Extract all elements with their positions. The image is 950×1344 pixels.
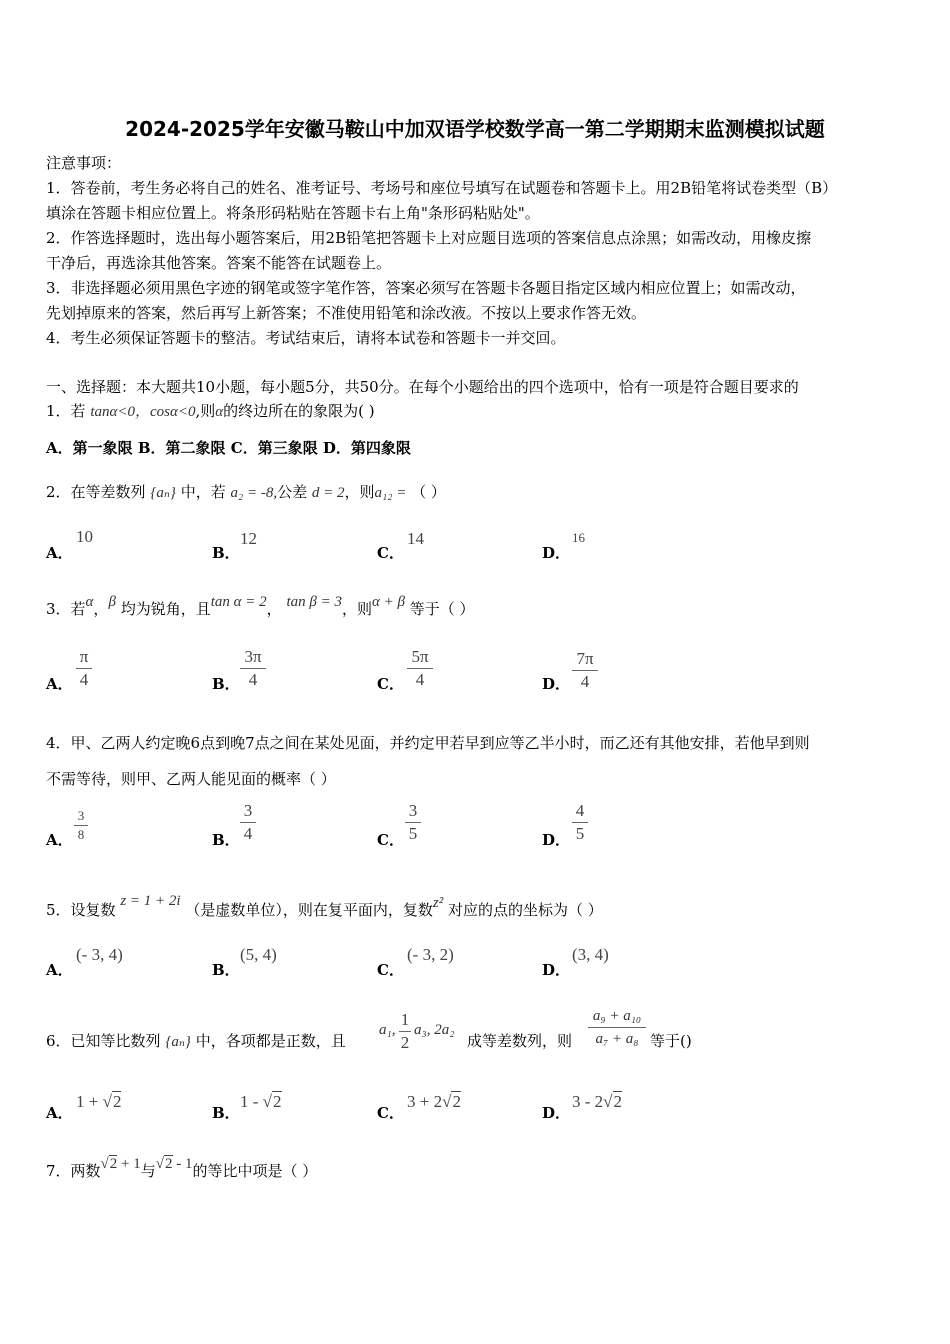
q2-value-c: 14	[407, 529, 424, 548]
q6-option-a[interactable]: A．	[46, 1104, 73, 1122]
q3-mid: 均为锐角，且	[120, 600, 211, 618]
q5-value-b: (5, 4)	[240, 945, 277, 964]
q3-option-c[interactable]: C．	[377, 675, 404, 693]
q4-value-d: 4 5	[572, 801, 588, 844]
q3-comma: ，	[93, 600, 109, 618]
q6-option-c[interactable]: C．	[377, 1104, 404, 1122]
q6-value-c: 3 + 2√2	[407, 1092, 461, 1111]
q1-options[interactable]: A．第一象限 B．第二象限 C．第三象限 D．第四象限	[46, 439, 411, 457]
question-6	[46, 1030, 346, 1051]
q3-value-c: 5π 4	[407, 647, 433, 690]
q1-num: 1．若	[46, 402, 86, 420]
q5-value-a: (- 3, 4)	[76, 945, 123, 964]
q4-value-b: 3 4	[240, 801, 256, 844]
q2-mid2: 公差	[277, 483, 308, 501]
q3-c1: tan α = 2	[210, 594, 267, 610]
q6-option-b[interactable]: B．	[212, 1104, 240, 1122]
question-4-line1: 4．甲、乙两人约定晚6点到晚7点之间在某处见面，并约定甲若早到应等乙半小时，而乙还有其他安排，若他早到则	[46, 734, 810, 752]
q1-expr: tanα<0，cosα<0	[90, 404, 196, 420]
notice-line: 干净后，再选涂其他答案。答案不能答在试题卷上。	[46, 254, 392, 272]
q6-a1: a₁,	[379, 1022, 396, 1038]
notice-heading: 注意事项：	[46, 154, 122, 172]
q3-alpha: α	[85, 594, 94, 610]
q5-option-d[interactable]: D．	[542, 961, 571, 979]
q2-value-d: 16	[572, 530, 585, 545]
q3-option-a[interactable]: A．	[46, 675, 73, 693]
q6-value-a: 1 + √2	[76, 1092, 122, 1111]
q3-tail: 等于（ ）	[409, 600, 475, 618]
question-4-line2: 不需等待，则甲、乙两人能见面的概率（ ）	[46, 770, 336, 788]
q6-seq: {aₙ}	[165, 1034, 191, 1050]
q2-option-b[interactable]: B．	[212, 544, 240, 562]
q6-num: 6．已知等比数列	[46, 1032, 161, 1050]
q5-tail: 对应的点的坐标为（ ）	[448, 901, 603, 919]
q5-option-c[interactable]: C．	[377, 961, 404, 979]
question-2	[46, 481, 446, 502]
q3-option-d[interactable]: D．	[542, 675, 571, 693]
q3-beta: β	[108, 594, 116, 610]
question-5	[46, 893, 603, 920]
q5-option-a[interactable]: A．	[46, 961, 73, 979]
notice-line: 3．非选择题必须用黑色字迹的钢笔或签字笔作答，答案必须写在答题卡各题目指定区域内相应位置上；如需改动，	[46, 279, 806, 297]
q4-option-c[interactable]: C．	[377, 831, 404, 849]
q3-value-d: 7π 4	[572, 649, 598, 692]
q2-mid3: ，则	[344, 483, 375, 501]
page-title: 2024-2025学年安徽马鞍山中加双语学校数学高一第二学期期末监测模拟试题	[125, 117, 825, 141]
q4-value-c: 3 5	[405, 801, 421, 844]
q5-option-b[interactable]: B．	[212, 961, 240, 979]
notice-line: 1．答卷前，考生务必将自己的姓名、准考证号、考场号和座位号填写在试题卷和答题卡上。用2B铅笔将试卷类型（B）	[46, 179, 838, 197]
q5-value-c: (- 3, 2)	[407, 945, 454, 964]
notice-line: 先划掉原来的答案，然后再写上新答案；不准使用铅笔和涂改液。不按以上要求作答无效。	[46, 304, 647, 322]
q3-num: 3．若	[46, 600, 86, 618]
q7-num: 7．两数	[46, 1162, 101, 1180]
q5-value-d: (3, 4)	[572, 945, 609, 964]
question-7	[46, 1156, 318, 1181]
q4-option-a[interactable]: A．	[46, 831, 73, 849]
q4-option-d[interactable]: D．	[542, 831, 571, 849]
q2-value-b: 12	[240, 529, 257, 548]
q1-tail: 的终边所在的象限为( )	[223, 402, 375, 420]
q1-alpha: α	[215, 404, 224, 420]
q2-option-d[interactable]: D．	[542, 544, 571, 562]
q3-option-b[interactable]: B．	[212, 675, 240, 693]
q5-z2: z²	[432, 895, 444, 911]
q6-half: 1 2	[400, 1010, 410, 1052]
question-3: 3．若α，β 均为锐角，且tan α = 2， tan β = 3，则α + β 等于（ ）	[46, 594, 475, 618]
q3-mid2: ，则	[341, 600, 372, 618]
notice-line: 2．作答选择题时，选出每小题答案后，用2B铅笔把答题卡上对应题目选项的答案信息点涂黑；如需改动，用橡皮擦	[46, 229, 812, 247]
q6-option-d[interactable]: D．	[542, 1104, 571, 1122]
q5-z: z = 1 + 2i	[120, 893, 181, 909]
q2-option-a[interactable]: A．	[46, 544, 73, 562]
question-1	[46, 400, 375, 421]
q3-value-a: π 4	[76, 647, 92, 690]
q6-value-d: 3 - 2√2	[572, 1092, 623, 1111]
q7-expr2: √2 - 1	[155, 1156, 193, 1172]
q1-rest: ,则	[195, 402, 216, 420]
q3-sum: α + β	[371, 594, 405, 610]
q7-expr1: √2 + 1	[100, 1156, 141, 1172]
q2-mid: 中，若	[180, 483, 226, 501]
q6-tail: 等于()	[650, 1032, 692, 1050]
q2-a12: a₁₂ =	[374, 485, 407, 501]
q4-option-b[interactable]: B．	[212, 831, 240, 849]
q2-value-a: 10	[76, 527, 93, 546]
q5-num: 5．设复数	[46, 901, 116, 919]
section-heading: 一、选择题：本大题共10小题，每小题5分，共50分。在每个小题给出的四个选项中，恰有一项是符合题目要求的	[46, 378, 799, 396]
notice-line: 4．考生必须保证答题卡的整洁。考试结束后，请将本试卷和答题卡一并交回。	[46, 329, 566, 347]
q6-value-b: 1 - √2	[240, 1092, 282, 1111]
q3-c2: tan β = 3	[286, 594, 342, 610]
q6-a3: a₃, 2a₂	[414, 1022, 455, 1038]
q4-value-a: 3 8	[74, 808, 88, 843]
q6-mid: 中，各项都是正数，且	[195, 1032, 346, 1050]
q6-mid2: 成等差数列，则	[467, 1032, 573, 1050]
q2-tail: （ ）	[411, 483, 446, 501]
q2-d: d = 2	[311, 485, 345, 501]
q2-option-c[interactable]: C．	[377, 544, 404, 562]
notice-line: 填涂在答题卡相应位置上。将条形码粘贴在答题卡右上角"条形码粘贴处"。	[46, 204, 540, 222]
q6-ratio: a₉ + a₁₀ a₇ + a₈	[588, 1006, 646, 1049]
q2-seq: {aₙ}	[150, 485, 176, 501]
q7-mid: 与	[140, 1162, 156, 1180]
q7-tail: 的等比中项是（ ）	[192, 1162, 318, 1180]
q3-value-b: 3π 4	[240, 647, 266, 690]
q5-mid: （是虚数单位），则在复平面内，复数	[185, 901, 433, 919]
q2-num: 2．在等差数列	[46, 483, 146, 501]
q2-cond: a₂ = -8,	[230, 485, 278, 501]
